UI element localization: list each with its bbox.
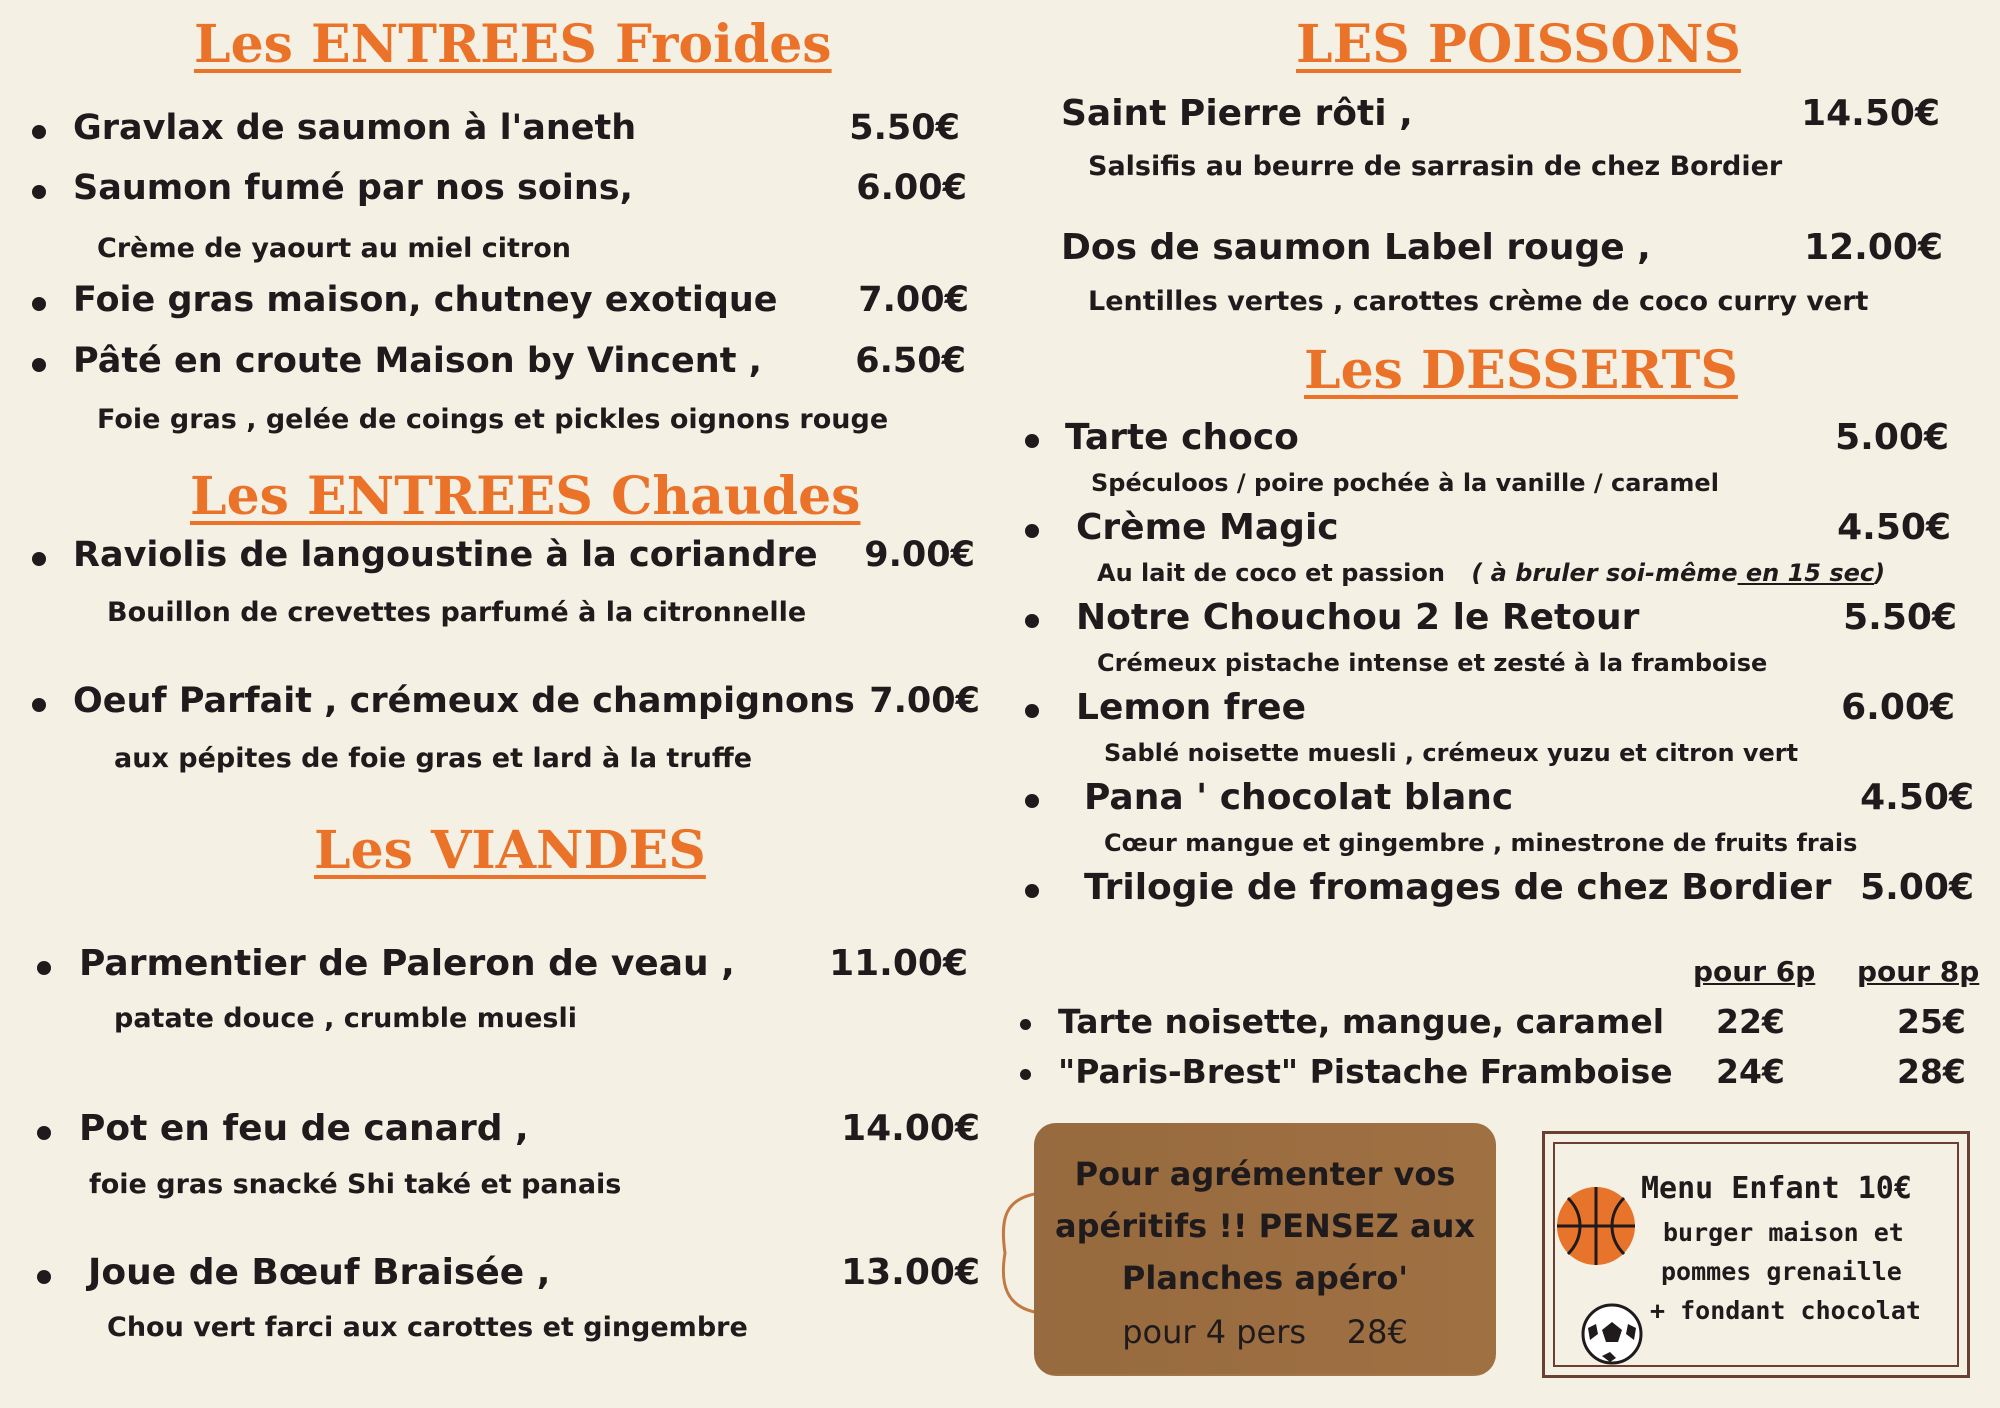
menu-item-price: 6.00€ bbox=[856, 168, 967, 208]
menu-item-description: Chou vert farci aux carottes et gingembre bbox=[107, 1312, 748, 1343]
menu-item-description: Sablé noisette muesli , crémeux yuzu et citron vert bbox=[1104, 739, 1799, 767]
poissons-title: LES POISSONS bbox=[1296, 14, 1741, 75]
bullet bbox=[1025, 794, 1039, 808]
menu-item-name: Trilogie de fromages de chez Bordier bbox=[1084, 867, 1832, 908]
aperitif-price-line: pour 4 pers 28€ bbox=[1122, 1313, 1408, 1351]
menu-item-price: 11.00€ bbox=[829, 943, 968, 984]
menu-item-name: Dos de saumon Label rouge , bbox=[1061, 227, 1651, 268]
aperitif-line: Pour agrémenter vos bbox=[1074, 1155, 1456, 1193]
bullet bbox=[1025, 434, 1039, 448]
menu-item-name: Lemon free bbox=[1076, 687, 1307, 728]
menu-item-name: Parmentier de Paleron de veau , bbox=[79, 943, 735, 984]
viandes-title: Les VIANDES bbox=[314, 820, 706, 881]
menu-item-description: Bouillon de crevettes parfumé à la citronnelle bbox=[107, 597, 807, 628]
bullet bbox=[32, 125, 46, 139]
menu-item-name: Crème Magic bbox=[1076, 507, 1339, 548]
menu-item-price: 4.50€ bbox=[1837, 507, 1951, 548]
menu-item-price: 14.50€ bbox=[1801, 93, 1940, 134]
bullet bbox=[37, 961, 51, 975]
entrees-froides-title: Les ENTREES Froides bbox=[194, 14, 832, 75]
menu-item-price: 5.50€ bbox=[1843, 597, 1957, 638]
column-header-8p: pour 8p bbox=[1857, 955, 1980, 988]
menu-item-description: Crème de yaourt au miel citron bbox=[97, 233, 571, 264]
menu-item-name: Pana ' chocolat blanc bbox=[1084, 777, 1514, 818]
bullet bbox=[37, 1270, 51, 1284]
kids-menu-title: Menu Enfant 10€ bbox=[1641, 1171, 1912, 1206]
menu-item-price: 4.50€ bbox=[1860, 777, 1974, 818]
menu-item-name: Saumon fumé par nos soins, bbox=[73, 168, 633, 208]
bullet bbox=[1025, 524, 1039, 538]
shared-dessert-name: Tarte noisette, mangue, caramel bbox=[1058, 1002, 1665, 1041]
bullet bbox=[32, 297, 46, 311]
description-text: Au lait de coco et passion bbox=[1097, 559, 1445, 587]
bullet bbox=[1025, 614, 1039, 628]
bullet bbox=[1025, 704, 1039, 718]
menu-item-price: 14.00€ bbox=[841, 1108, 980, 1149]
menu-item-name: Foie gras maison, chutney exotique bbox=[73, 280, 778, 320]
bullet bbox=[1020, 1069, 1031, 1080]
menu-item-price: 13.00€ bbox=[841, 1252, 980, 1293]
aperitif-line: apéritifs !! PENSEZ aux bbox=[1054, 1207, 1475, 1245]
menu-item-description bbox=[1097, 559, 1885, 587]
kids-menu-line: + fondant chocolat bbox=[1650, 1296, 1921, 1325]
entrees-chaudes-title: Les ENTREES Chaudes bbox=[190, 466, 861, 527]
menu-item-price: 6.00€ bbox=[1841, 687, 1955, 728]
bullet bbox=[37, 1126, 51, 1140]
menu-item-price: 7.00€ bbox=[869, 681, 980, 721]
menu-item-name: Raviolis de langoustine à la coriandre bbox=[73, 535, 818, 575]
menu-item-name: Pâté en croute Maison by Vincent , bbox=[73, 341, 762, 381]
bullet bbox=[1025, 884, 1039, 898]
menu-item-name: Oeuf Parfait , crémeux de champignons bbox=[73, 681, 855, 721]
menu-item-name: Joue de Bœuf Braisée , bbox=[88, 1252, 551, 1293]
shared-dessert-price-6p: 24€ bbox=[1716, 1052, 1785, 1091]
menu-item-name: Tarte choco bbox=[1065, 417, 1299, 458]
shared-dessert-price-6p: 22€ bbox=[1716, 1002, 1785, 1041]
menu-item-description: Lentilles vertes , carottes crème de coco curry vert bbox=[1088, 286, 1869, 317]
menu-item-price: 5.00€ bbox=[1835, 417, 1949, 458]
menu-item-price: 5.00€ bbox=[1860, 867, 1974, 908]
kids-menu-line: burger maison et bbox=[1663, 1218, 1904, 1247]
shared-dessert-name: "Paris-Brest" Pistache Framboise bbox=[1058, 1052, 1673, 1091]
shared-dessert-price-8p: 28€ bbox=[1897, 1052, 1966, 1091]
kids-menu-line: pommes grenaille bbox=[1661, 1257, 1902, 1286]
menu-item-price: 7.00€ bbox=[858, 280, 969, 320]
menu-item-description: Foie gras , gelée de coings et pickles oignons rouge bbox=[97, 404, 889, 435]
column-header-6p: pour 6p bbox=[1693, 955, 1816, 988]
menu-item-description: patate douce , crumble muesli bbox=[114, 1003, 577, 1034]
menu-item-name: Pot en feu de canard , bbox=[79, 1108, 529, 1149]
bullet bbox=[32, 698, 46, 712]
menu-item-price: 6.50€ bbox=[855, 341, 966, 381]
basketball-icon bbox=[1554, 1184, 1638, 1268]
menu-item-name: Gravlax de saumon à l'aneth bbox=[73, 108, 637, 148]
menu-item-price: 9.00€ bbox=[864, 535, 975, 575]
bullet bbox=[32, 185, 46, 199]
description-note: ( à bruler soi-même en 15 sec) bbox=[1471, 559, 1886, 587]
menu-item-name: Saint Pierre rôti , bbox=[1061, 93, 1413, 134]
menu-item-description: foie gras snacké Shi také et panais bbox=[89, 1169, 622, 1200]
aperitif-board bbox=[1034, 1123, 1496, 1376]
bullet bbox=[32, 552, 46, 566]
menu-item-name: Notre Chouchou 2 le Retour bbox=[1076, 597, 1640, 638]
shared-dessert-price-8p: 25€ bbox=[1897, 1002, 1966, 1041]
menu-item-description: aux pépites de foie gras et lard à la truffe bbox=[114, 743, 753, 774]
menu-item-price: 12.00€ bbox=[1804, 227, 1943, 268]
menu-item-description: Salsifis au beurre de sarrasin de chez Bordier bbox=[1088, 151, 1783, 182]
desserts-title: Les DESSERTS bbox=[1304, 340, 1738, 401]
aperitif-line: Planches apéro' bbox=[1121, 1259, 1409, 1297]
menu-item-price: 5.50€ bbox=[849, 108, 960, 148]
menu-item-description: Spéculoos / poire pochée à la vanille / caramel bbox=[1091, 469, 1719, 497]
soccer-ball-icon bbox=[1580, 1302, 1644, 1366]
menu-item-description: Cœur mangue et gingembre , minestrone de fruits frais bbox=[1104, 829, 1858, 857]
bullet bbox=[32, 358, 46, 372]
menu-item-description: Crémeux pistache intense et zesté à la framboise bbox=[1097, 649, 1768, 677]
bullet bbox=[1020, 1019, 1031, 1030]
